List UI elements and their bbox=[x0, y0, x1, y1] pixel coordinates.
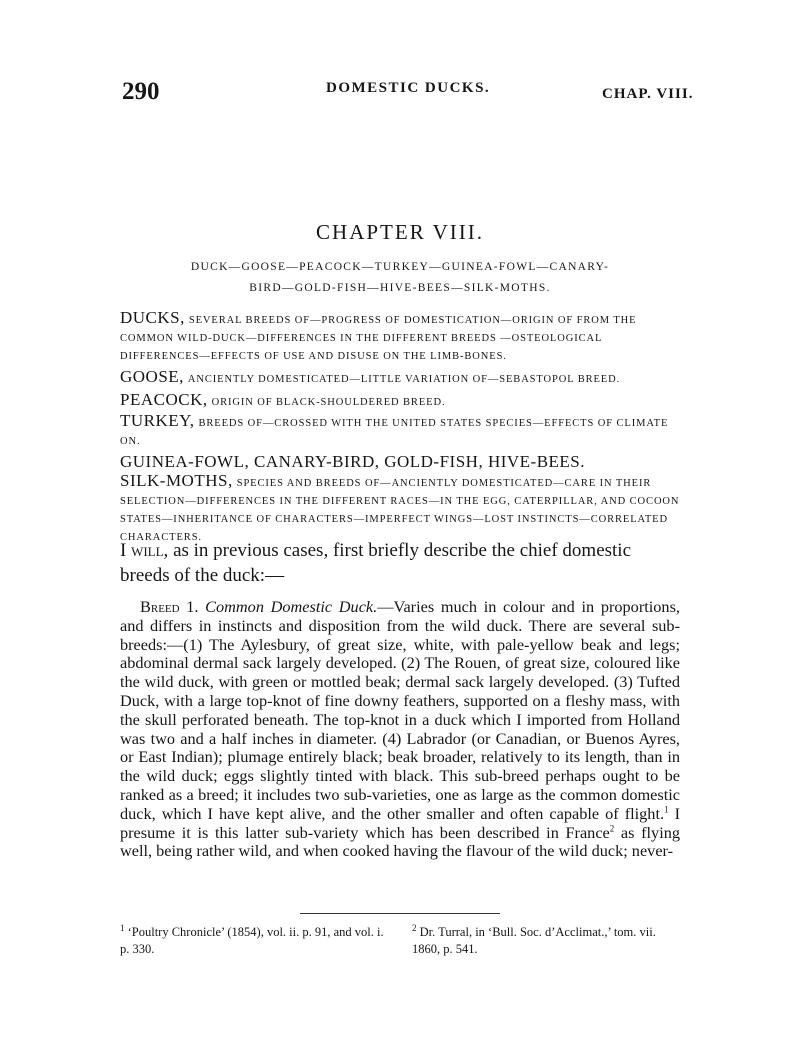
footnote-text: ‘Poultry Chronicle’ (1854), vol. ii. p. 91, and vol. i. p. 330. bbox=[120, 925, 384, 956]
contents-text: SEVERAL BREEDS OF—PROGRESS OF DOMESTICATION—ORIGIN OF FROM THE COMMON WILD-DUCK—DIFFERENCES IN THE DIFFERENT BREEDS —OSTEOLOGICAL DIFFERENCES—EFFECTS OF USE AND DISUSE ON THE LIMB-BONES. bbox=[120, 315, 637, 362]
footnote-2 bbox=[412, 924, 682, 958]
intro-first-word: I will, bbox=[120, 540, 169, 561]
chapter-subjects-line-1: DUCK—GOOSE—PEACOCK—TURKEY—GUINEA-FOWL—CANARY- bbox=[190, 261, 610, 273]
breed-label: Breed 1. bbox=[140, 597, 199, 616]
footnote-marker: 1 bbox=[664, 804, 669, 815]
footnote-divider bbox=[300, 913, 500, 914]
chapter-contents bbox=[120, 310, 680, 546]
contents-entry-ducks bbox=[120, 310, 680, 365]
footnote-1 bbox=[120, 924, 390, 958]
footnote-text: Dr. Turral, in ‘Bull. Soc. d’Acclimat.,’ tom. vii. 1860, p. 541. bbox=[412, 925, 656, 956]
contents-text: SPECIES AND BREEDS OF—ANCIENTLY DOMESTICATED—CARE IN THEIR SELECTION—DIFFERENCES IN THE DIFFERENT RACES—IN THE EGG, CATERPILLAR, AND COCOON STATES—INHERITANCE OF CHARACTERS—IMPERFECT WINGS—LOST INSTINCTS—CORRELATED CHARACTERS. bbox=[120, 478, 680, 543]
contents-entry-silk-moths bbox=[120, 473, 680, 546]
breed-1-paragraph bbox=[120, 598, 680, 861]
breed-name: Common Domestic Duck. bbox=[205, 597, 378, 616]
chapter-title: CHAPTER VIII. bbox=[316, 220, 484, 244]
contents-head: GUINEA-FOWL, CANARY-BIRD, GOLD-FISH, HIVE-BEES. bbox=[120, 452, 586, 471]
chapter-subjects-line-2: BIRD—GOLD-FISH—HIVE-BEES—SILK-MOTHS. bbox=[249, 282, 551, 294]
breed-text: as flying well, being rather wild, and when cooked having the flavour of the wild duck; never- bbox=[120, 822, 680, 861]
footnote-mark: 1 bbox=[120, 922, 125, 933]
contents-head: TURKEY, bbox=[120, 411, 195, 430]
contents-text: ORIGIN OF BLACK-SHOULDERED BREED. bbox=[211, 397, 446, 408]
contents-text: BREEDS OF—CROSSED WITH THE UNITED STATES SPECIES—EFFECTS OF CLIMATE ON. bbox=[120, 418, 669, 447]
intro-paragraph bbox=[120, 538, 680, 588]
breed-text: I presume it is this latter sub-variety which has been described in France bbox=[120, 803, 680, 842]
contents-entry-turkey bbox=[120, 413, 680, 450]
page-number: 290 bbox=[122, 78, 160, 105]
contents-head: SILK-MOTHS, bbox=[120, 471, 233, 490]
chapter-reference: CHAP. VIII. bbox=[602, 86, 694, 102]
intro-text: as in previous cases, first briefly describe the chief domestic breeds of the duck:— bbox=[120, 540, 632, 586]
footnote-mark: 2 bbox=[412, 922, 417, 933]
contents-entry-goose bbox=[120, 369, 680, 388]
contents-head: GOOSE, bbox=[120, 367, 184, 386]
contents-entry-peacock bbox=[120, 392, 680, 411]
footnote-marker: 2 bbox=[609, 823, 615, 834]
contents-head: DUCKS, bbox=[120, 308, 185, 327]
contents-entry-guinea-fowl bbox=[120, 454, 680, 471]
contents-text: ANCIENTLY DOMESTICATED—LITTLE VARIATION OF—SEBASTOPOL BREED. bbox=[187, 374, 621, 385]
breed-text: —Varies much in colour and in proportions, and differs in instincts and disposition from the wild duck. There are several sub-breeds:—(1) The Aylesbury, of great size, white, with pale-yellow beak and legs; abdominal dermal sack largely developed. (2) The Rouen, of great size, coloured like the wild duck, with green or mottled beak; dermal sack largely developed. (3) Tufted Duck, with a large top-knot of fine downy feathers, supported on a fleshy mass, with the skull perforated beneath. The top-knot in a duck which I imported from Holland was two and a half inches in diameter. (4) Labrador (or Canadian, or Buenos Ayres, or East Indian); plumage entirely black; beak broader, relatively to its length, than in the wild duck; eggs slightly tinted with black. This sub-breed perhaps ought to be ranked as a breed; it includes two sub-varieties, one as large as the common domestic duck, which I have kept alive, and the other smaller and often capable of flight. bbox=[120, 597, 680, 823]
contents-head: PEACOCK, bbox=[120, 390, 208, 409]
running-title: DOMESTIC DUCKS. bbox=[326, 80, 491, 96]
